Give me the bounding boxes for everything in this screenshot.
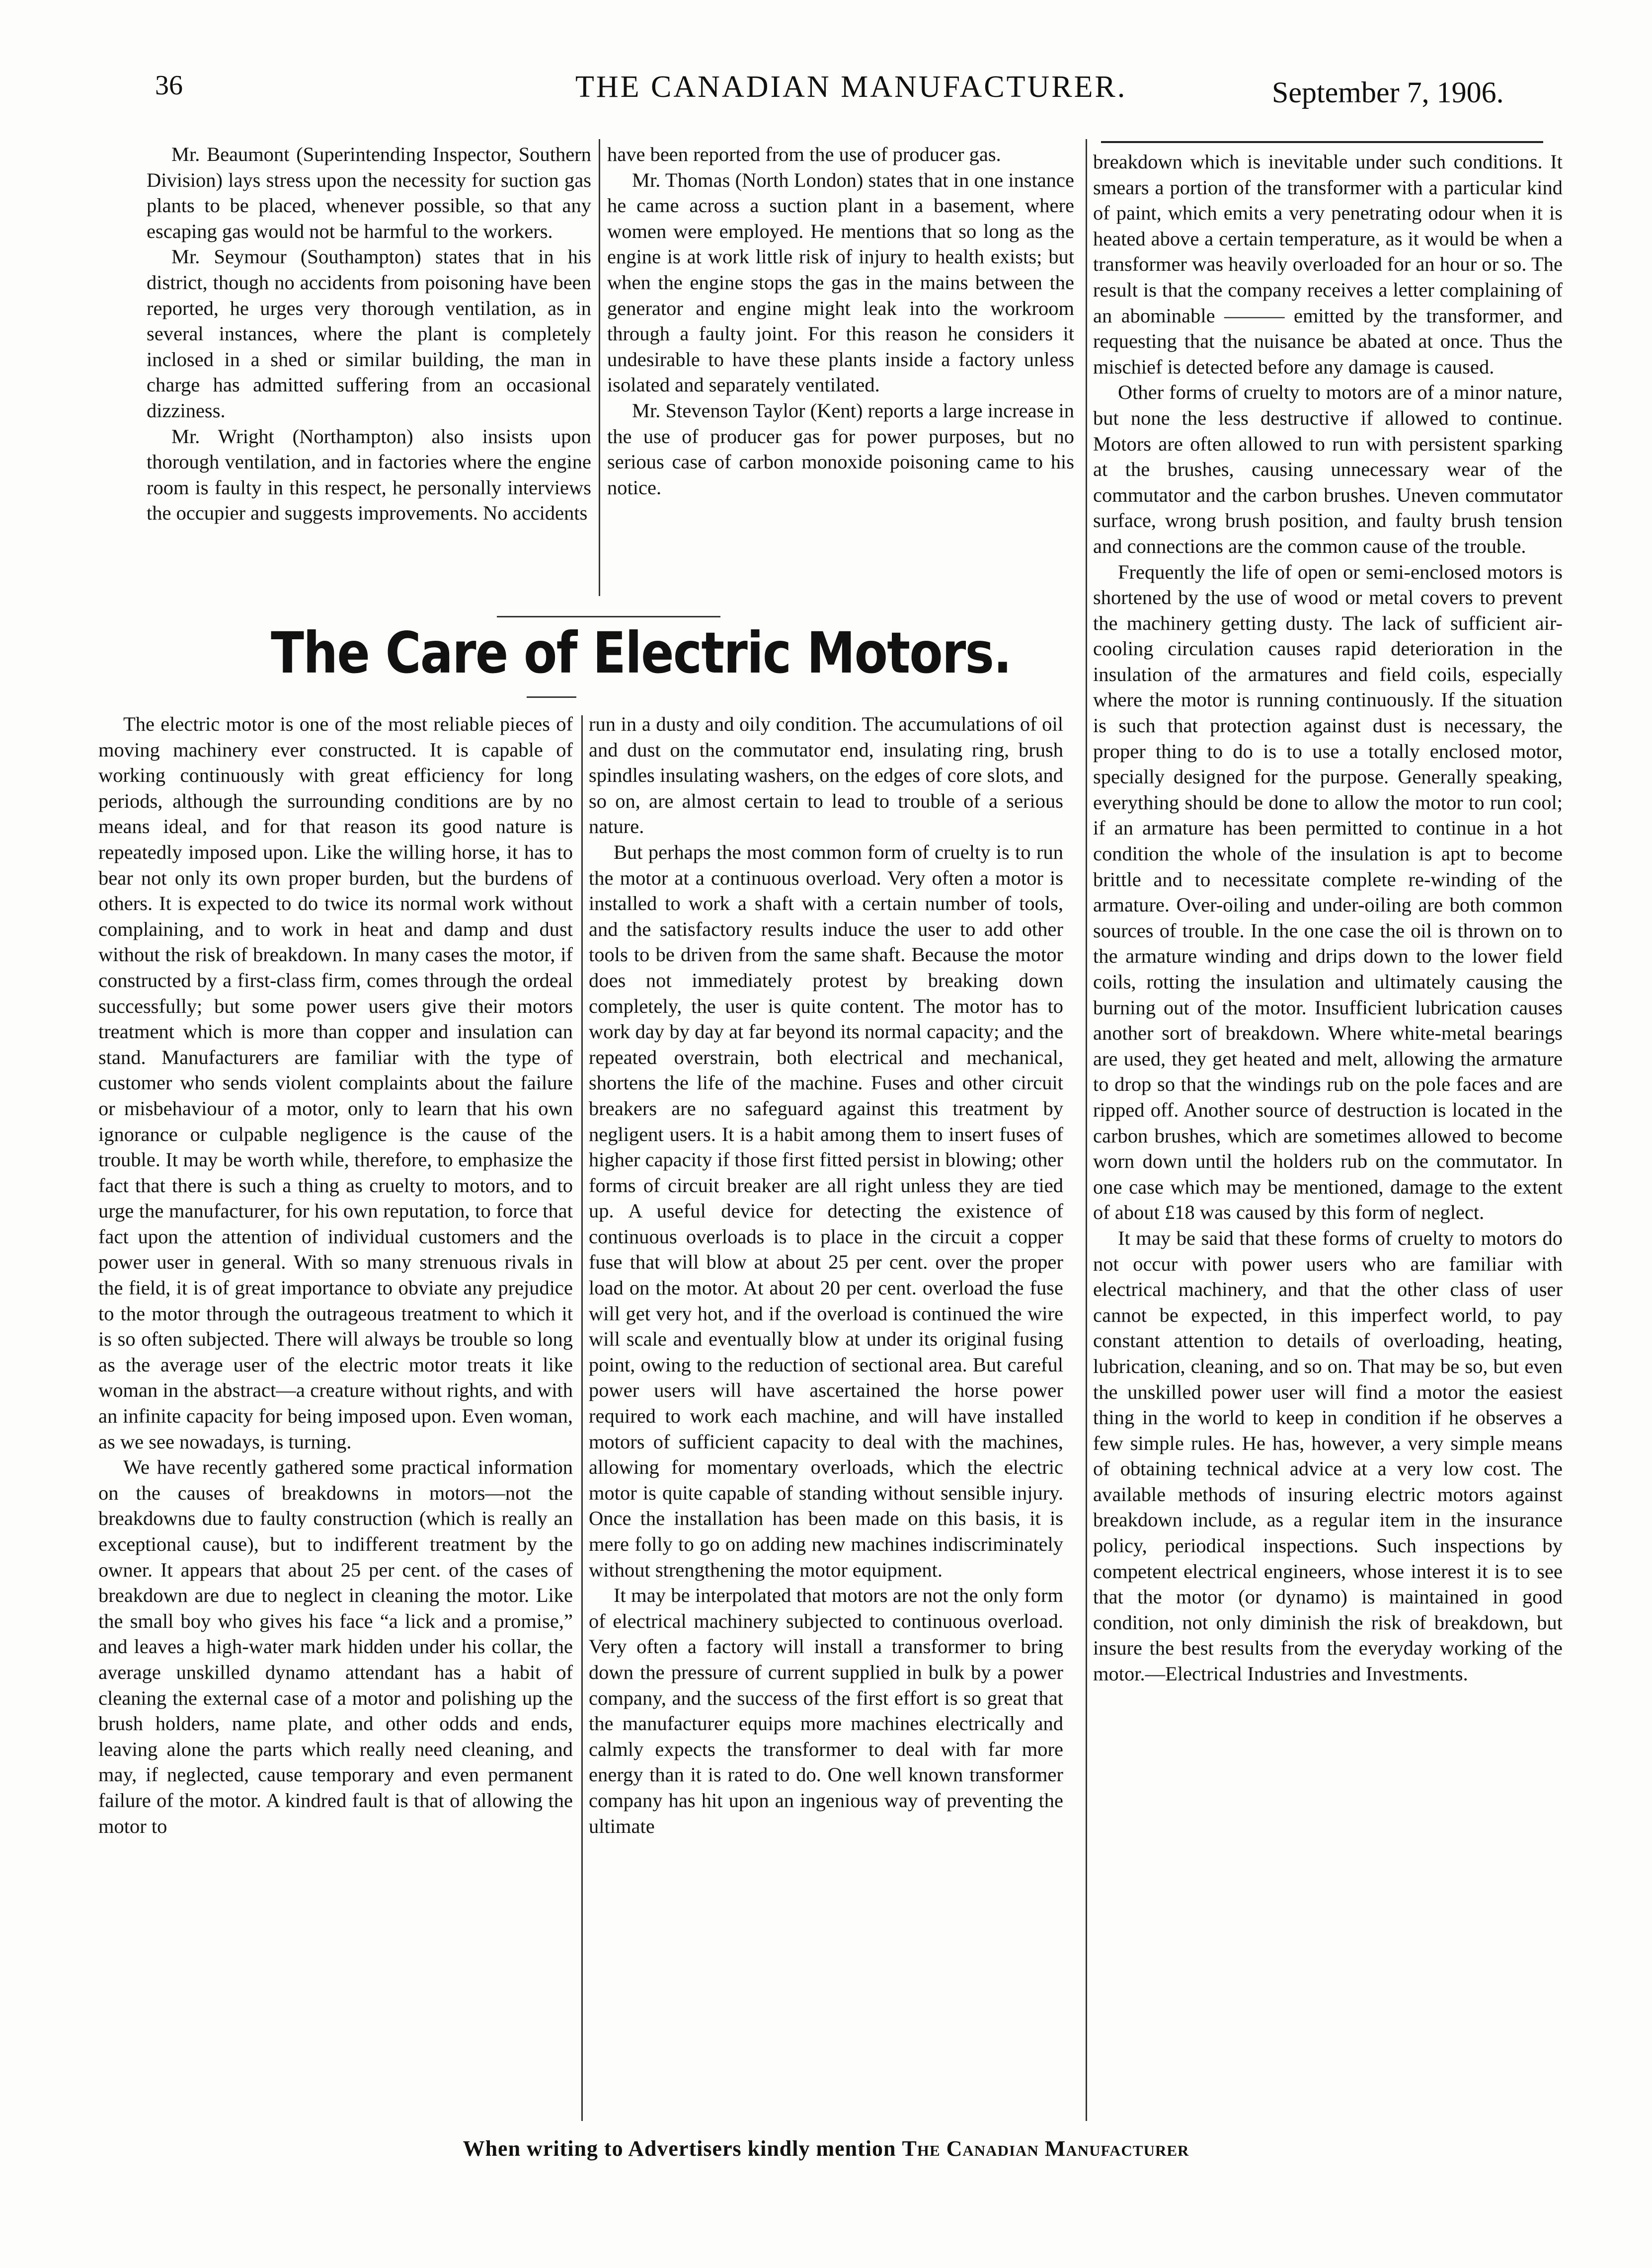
article-col-2 bbox=[589, 711, 1063, 1839]
advertiser-notice-lead: When writing to Advertisers kindly mention bbox=[463, 2136, 896, 2161]
paragraph: Mr. Thomas (North London) states that in one instance he came across a suction plant in a basement, where women were employed. He mentions that so long as the engine is at work little risk of injury to health exists; but when the engine stops the gas in the mains between the generator and engine might leak into the workroom through a faulty joint. For this reason he considers it undesirable to have these plants inside a factory unless isolated and separately ventilated. bbox=[607, 168, 1074, 396]
paragraph: It may be interpolated that motors are not the only form of electrical machinery subjected to continuous overload. Very often a factory will install a transformer to bring down the pressure of current supplied in bulk by a power company, and the success of the first effort is so great that the manufacturer equips more machines electrically and calmly expects the transformer to deal with far more energy than it is rated to do. One well known transformer company has hit upon an ingenious way of preventing the ultimate bbox=[589, 1584, 1063, 1837]
page-header bbox=[0, 70, 1652, 119]
column-rule bbox=[581, 715, 583, 2121]
article-col-1 bbox=[98, 711, 573, 1839]
paragraph: It may be said that these forms of cruelty to motors do not occur with power users who are familiar with electrical machinery, and that the other class of user cannot be expected, in this imperfect world, to pay constant attention to details of overloading, heating, lubrication, cleaning, and so on. That may be so, but even the unskilled power user will find a motor the easiest thing in the world to keep in condition if he observes a few simple rules. He has, however, a very simple means of obtaining technical advice at a very low cost. The available methods of insuring electric motors against breakdown include, as a regular item in the insurance policy, periodical inspections. Such inspections by competent electrical engineers, whose interest it is to see that the motor (or dynamo) is maintained in good condition, not only diminish the risk of breakdown, but insure the best results from the everyday working of the motor.—Electrical Industries and Investments. bbox=[1093, 1226, 1563, 1685]
paragraph: But perhaps the most common form of cruelty is to run the motor at a continuous overload. Very often a motor is installed to work a shaft with a certain number of tools, and the satisfactory results induce the user to add other tools to be driven from the same shaft. Because the motor does not immediately protest by breaking down completely, the user is quite content. The motor has to work day by day at far beyond its normal capacity; and the repeated overstrain, both electrical and mechanical, shortens the life of the machine. Fuses and other circuit breakers are no safeguard against this treatment by negligent users. It is a habit among them to insert fuses of higher capacity if those first fitted persist in blowing; other forms of circuit breaker are all right unless they are tied up. A useful device for detecting the existence of continuous overloads is to place in the circuit a copper fuse that will blow at about 25 per cent. over the proper load on the motor. At about 20 per cent. overload the fuse will get very hot, and if the overload is continued the wire will scale and eventually blow at under its original fusing point, owing to the reduction of sectional area. But careful power users will have ascertained the horse power required to work each machine, and will have installed motors of sufficient capacity to deal with the machines, allowing for momentary overloads, which the electric motor is quite capable of standing without sensible injury. Once the installation has been made on this basis, it is mere folly to go on adding new machines indiscriminately without strengthening the motor equipment. bbox=[589, 840, 1063, 1581]
paragraph: breakdown which is inevitable under such conditions. It smears a portion of the transformer with a particular kind of paint, which emits a very penetrating odour when it is heated above a certain temperature, as it would be when a transformer was heavily overloaded for an hour or so. The result is that the company receives a letter complaining of an abominable ——— emitted by the transformer, and requesting that the nuisance be abated at once. Thus the mischief is detected before any damage is caused. bbox=[1093, 151, 1563, 378]
paragraph: Other forms of cruelty to motors are of a minor nature, but none the less destructive if allowed to continue. Motors are often allowed to run with persistent sparking at the brushes, causing unnecessary wear of the commutator and the carbon brushes. Uneven commutator surface, wrong brush position, and faulty brush tension and connections are the common cause of the trouble. bbox=[1093, 381, 1563, 557]
paragraph: run in a dusty and oily condition. The accumulations of oil and dust on the commutator end, insulating ring, brush spindles insulating washers, on the edges of core slots, and so on, are almost certain to lead to trouble of a serious nature. bbox=[589, 713, 1063, 838]
article-headline: The Care of Electric Motors. bbox=[271, 620, 1011, 686]
prev-article-col-2 bbox=[607, 142, 1074, 500]
paragraph: Mr. Wright (Northampton) also insists upon thorough ventilation, and in factories where the engine room is faulty in this respect, he personally interviews the occupier and suggests improvements. No accidents bbox=[147, 425, 591, 525]
paragraph: We have recently gathered some practical information on the causes of breakdowns in motors—not the breakdowns due to faulty construction (which is really an exceptional cause), but to indifferent treatment by the owner. It appears that about 25 per cent. of the cases of breakdown are due to neglect in cleaning the motor. Like the small boy who gives his face “a lick and a promise,” and leaves a high-water mark hidden under his collar, the average unskilled dynamo attendant has a habit of cleaning the external case of a motor and polishing up the brush holders, name plate, and other odds and ends, leaving alone the parts which really need cleaning, and may, if neglected, cause temporary and even permanent failure of the motor. A kindred fault is that of allowing the motor to bbox=[98, 1456, 573, 1837]
paragraph: The electric motor is one of the most reliable pieces of moving machinery ever constructed. It is capable of working continuously with great efficiency for long periods, although the surrounding conditions are by no means ideal, and for that reason its good nature is repeatedly imposed upon. Like the willing horse, it has to bear not only its own proper burden, but the burdens of others. It is expected to do twice its normal work without complaining, and to work in heat and damp and dust without the risk of breakdown. In many cases the motor, if constructed by a first-class firm, comes through the ordeal successfully; but some power users give their motors treatment which is more than copper and insulation can stand. Manufacturers are familiar with the type of customer who sends violent complaints about the failure or misbehaviour of a motor, only to learn that his own ignorance or culpable negligence is the cause of the trouble. It may be worth while, therefore, to emphasize the fact that there is such a thing as cruelty to motors, and to urge the manufacturer, for his own reputation, to force that fact upon the attention of individual customers and the power user in general. With so many strenuous rivals in the field, it is of great importance to obviate any prejudice to the motor through the outrageous treatment to which it is so often subjected. There will always be trouble so long as the average user of the electric motor treats it like woman in the abstract—a creature without rights, and with an infinite capacity for being imposed upon. Even woman, as we see nowadays, is turning. bbox=[98, 713, 573, 1453]
issue-date: September 7, 1906. bbox=[1272, 76, 1504, 109]
advertiser-notice-publication: The Canadian Manufacturer bbox=[902, 2136, 1189, 2161]
paragraph: Mr. Seymour (Southampton) states that in his district, though no accidents from poisoning have been reported, he urges very thorough ventilation, as in several instances, where the plant is completely inclosed in a shed or similar building, the man in charge has admitted suffering from an occasional dizziness. bbox=[147, 245, 591, 422]
headline-rule-bottom bbox=[527, 696, 576, 698]
column-rule bbox=[599, 139, 600, 596]
article-col-3 bbox=[1093, 149, 1563, 1687]
advertiser-notice bbox=[0, 2136, 1652, 2161]
publication-title: THE CANADIAN MANUFACTURER. bbox=[575, 70, 1127, 104]
paragraph: have been reported from the use of producer gas. bbox=[607, 143, 1001, 165]
paragraph: Mr. Beaumont (Superintending Inspector, Southern Division) lays stress upon the necessity for suction gas plants to be placed, whenever possible, so that any escaping gas would not be harmful to the workers. bbox=[147, 143, 591, 242]
prev-article-col-1 bbox=[147, 142, 591, 526]
column-rule bbox=[1086, 139, 1087, 2121]
headline-rule-top bbox=[497, 616, 720, 617]
paragraph: Frequently the life of open or semi-enclosed motors is shortened by the use of wood or metal covers to prevent the machinery getting dusty. The lack of sufficient air-cooling circulation causes rapid deterioration in the insulation of the armatures and field coils, especially where the motor is running continuously. If the situation is such that protection against dust is necessary, the proper thing to do is to use a totally enclosed motor, specially designed for the purpose. Generally speaking, everything should be done to allow the motor to run cool; if an armature has been permitted to continue in a hot condition the whole of the insulation is apt to become brittle and to necessitate complete re-winding of the armature. Over-oiling and under-oiling are both common sources of trouble. In the one case the oil is thrown on to the armature winding and drips down to the lower field coils, rotting the insulation and ultimately causing the burning out of the motor. Insufficient lubrication causes another sort of breakdown. Where white-metal bearings are used, they get heated and melt, allowing the armature to drop so that the windings rub on the pole faces and are ripped off. Another source of destruction is located in the carbon brushes, which are sometimes allowed to become worn down until the holders rub on the commutator. In one case which may be mentioned, damage to the extent of about £18 was caused by this form of neglect. bbox=[1093, 560, 1563, 1224]
page-number: 36 bbox=[155, 70, 183, 101]
header-rule bbox=[1101, 141, 1543, 143]
paragraph: Mr. Stevenson Taylor (Kent) reports a large increase in the use of producer gas for power purposes, but no serious case of carbon monoxide poisoning came to his notice. bbox=[607, 399, 1074, 499]
